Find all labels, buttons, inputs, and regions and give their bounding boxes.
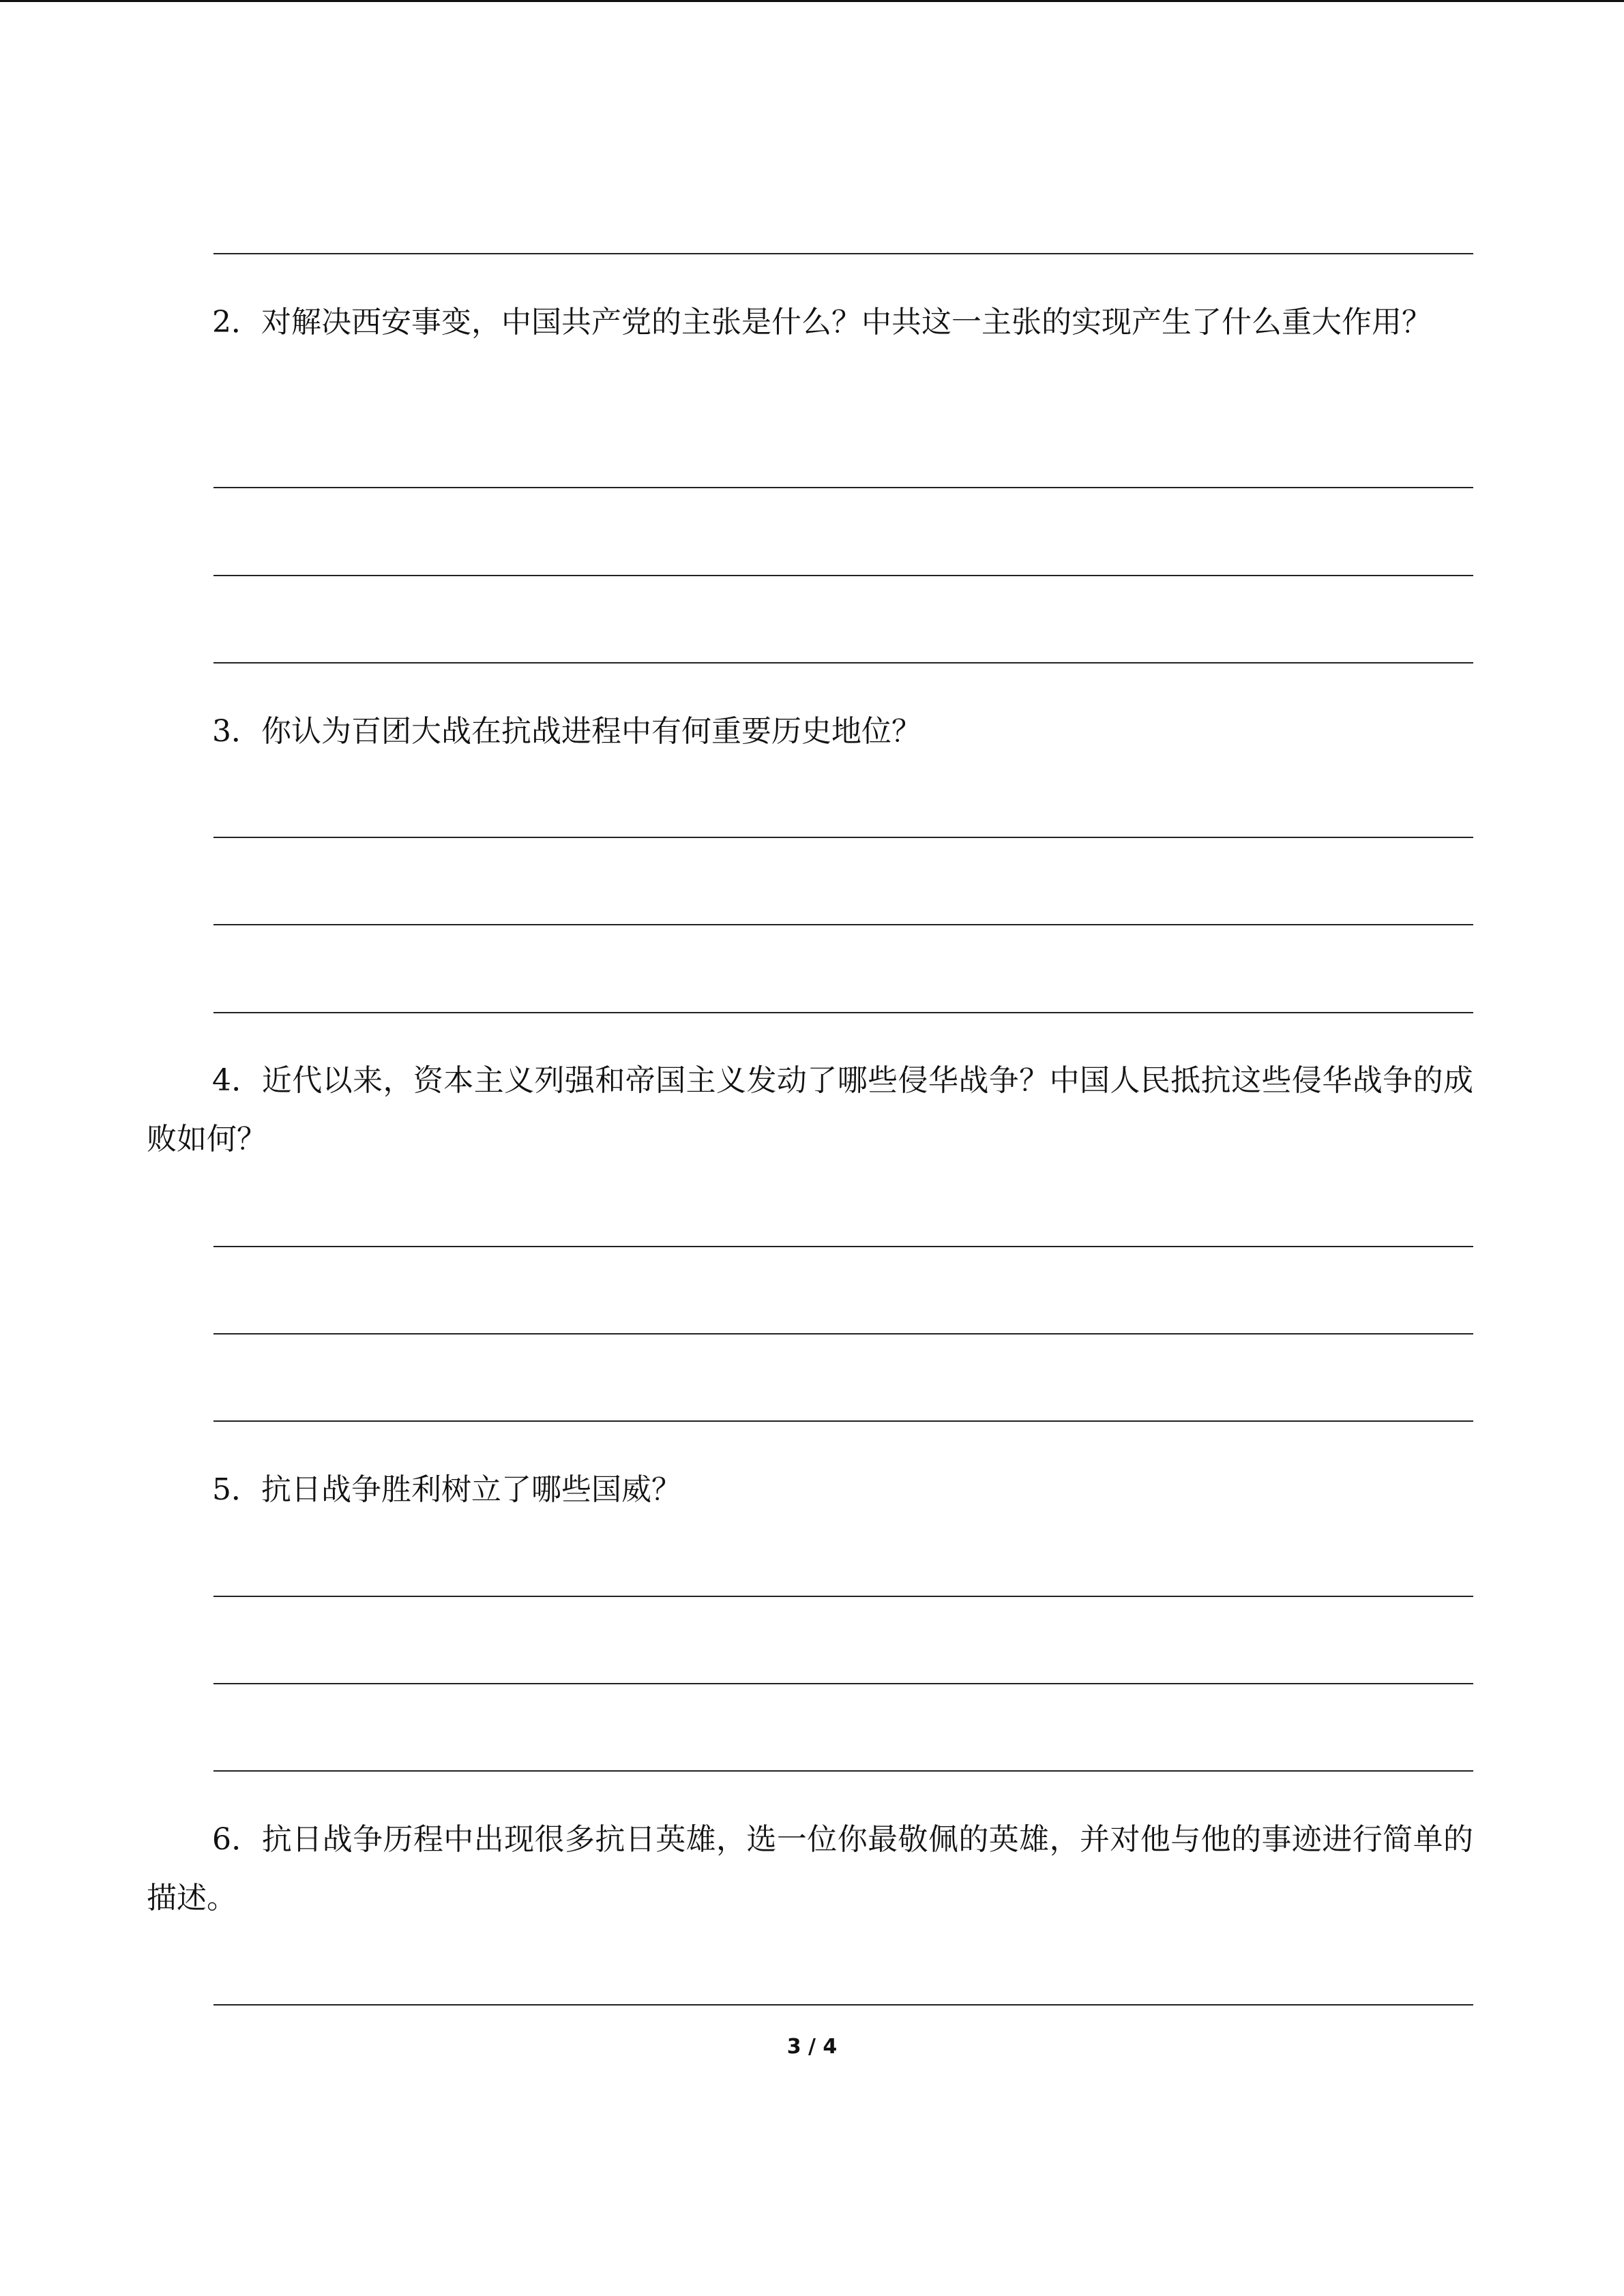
answer-line: [213, 487, 1473, 488]
page-number: 3 / 4: [786, 2035, 838, 2059]
question-6: [147, 1810, 1473, 1928]
answer-line: [213, 662, 1473, 664]
question-5: [147, 1461, 1473, 1519]
answer-line: [213, 1246, 1473, 1247]
question-4-text: 4．近代以来，资本主义列强和帝国主义发动了哪些侵华战争？中国人民抵抗这些侵华战争的成败如何？: [147, 1063, 1473, 1157]
answer-line: [213, 1596, 1473, 1597]
answer-line: [213, 924, 1473, 925]
answer-line: [213, 1683, 1473, 1684]
answer-line: [213, 1333, 1473, 1335]
question-2-text: 2．对解决西安事变，中国共产党的主张是什么？中共这一主张的实现产生了什么重大作用？: [212, 305, 1432, 340]
question-3-text: 3．你认为百团大战在抗战进程中有何重要历史地位？: [212, 714, 921, 749]
top-border: [0, 0, 1624, 2]
answer-line: [213, 1770, 1473, 1772]
answer-line: [213, 837, 1473, 838]
answer-line: [213, 575, 1473, 576]
answer-line: [213, 2004, 1473, 2006]
question-2: [147, 293, 1473, 352]
question-6-text: 6．抗日战争历程中出现很多抗日英雄，选一位你最敬佩的英雄，并对他与他的事迹进行简单的描述。: [147, 1822, 1473, 1915]
answer-line: [213, 253, 1473, 254]
answer-line: [213, 1420, 1473, 1422]
question-5-text: 5．抗日战争胜利树立了哪些国威？: [212, 1472, 681, 1507]
answer-line: [213, 1012, 1473, 1013]
question-4: [147, 1052, 1473, 1169]
question-3: [147, 702, 1473, 761]
